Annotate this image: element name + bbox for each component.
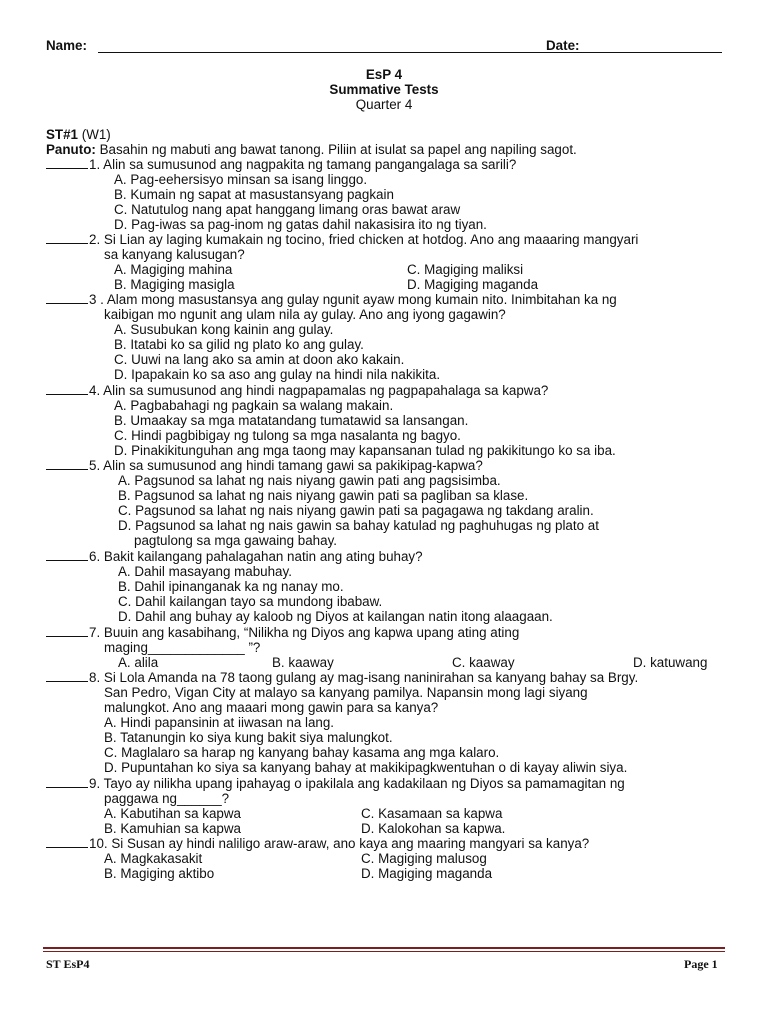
question-8 <box>46 670 638 685</box>
question-text-continued: malungkot. Ano ang maaari mong gawin para sa kanya? <box>104 700 439 715</box>
question-text-continued: paggawa ng______? <box>104 791 230 806</box>
option: B. Tatanungin ko siya kung bakit siya malungkot. <box>104 730 393 745</box>
name-blank-line <box>98 52 592 53</box>
option: C. Kasamaan sa kapwa <box>361 806 503 821</box>
question-text-continued: kaibigan mo ngunit ang ulam nila ay gulay. Ano ang iyong gagawin? <box>104 307 506 322</box>
answer-blank[interactable] <box>46 157 88 169</box>
question-text: Alin sa sumusunod ang nagpakita ng tamang pangangalaga sa sarili? <box>103 157 517 172</box>
option: A. Susubukan kong kainin ang gulay. <box>114 322 334 337</box>
quarter-heading: Quarter 4 <box>355 97 413 112</box>
option: D. katuwang <box>633 655 708 670</box>
option: A. Pagbabahagi ng pagkain sa walang makain. <box>114 398 394 413</box>
answer-blank[interactable] <box>46 670 88 682</box>
option: C. Natutulog nang apat hanggang limang oras bawat araw <box>114 202 461 217</box>
question-text: Buuin ang kasabihang, “Nilikha ng Diyos ang kapwa upang ating ating <box>103 625 520 640</box>
question-text: Bakit kailangang pahalagahan natin ang ating buhay? <box>103 549 423 564</box>
answer-blank[interactable] <box>46 292 88 304</box>
question-5 <box>46 458 483 473</box>
option: A. Magiging mahina <box>114 262 233 277</box>
question-9 <box>46 776 625 791</box>
option: C. Uuwi na lang ako sa amin at doon ako kakain. <box>114 352 405 367</box>
option: C. Dahil kailangan tayo sa mundong ibabaw. <box>118 594 383 609</box>
option-continued: pagtulong sa mga gawaing bahay. <box>134 533 337 548</box>
question-number: 4. <box>89 383 101 398</box>
question-text: Alam mong masustansya ang gulay ngunit ayaw mong kumain nito. Inimbitahan ka ng <box>106 292 617 307</box>
option: D. Magiging maganda <box>361 866 493 881</box>
question-number: 7. <box>89 625 101 640</box>
question-2 <box>46 232 638 247</box>
option: D. Dahil ang buhay ay kaloob ng Diyos at kailangan natin itong alaagaan. <box>118 609 553 624</box>
question-10 <box>46 836 589 851</box>
question-text: Si Susan ay hindi naliligo araw-araw, ano kaya ang maaring mangyari sa kanya? <box>111 836 590 851</box>
test-week: (W1) <box>81 127 111 142</box>
option: D. Pagsunod sa lahat ng nais gawin sa bahay katulad ng paghuhugas ng plato at <box>118 518 599 533</box>
question-7 <box>46 625 519 640</box>
page-title: Summative Tests <box>329 82 439 97</box>
option: B. Kamuhian sa kapwa <box>104 821 241 836</box>
date-blank-line <box>590 52 722 53</box>
option: D. Pag-iwas sa pag-inom ng gatas dahil nakasisira ito ng tiyan. <box>114 217 487 232</box>
question-3 <box>46 292 617 307</box>
question-text: Alin sa sumusunod ang hindi tamang gawi sa pakikipag-kapwa? <box>103 458 483 473</box>
answer-blank[interactable] <box>46 383 88 395</box>
question-4 <box>46 383 548 398</box>
question-number: 1. <box>89 157 101 172</box>
answer-blank[interactable] <box>46 836 88 848</box>
answer-blank[interactable] <box>46 625 88 637</box>
date-label: Date: <box>546 38 580 53</box>
question-number: 5. <box>89 458 101 473</box>
option: C. kaaway <box>452 655 515 670</box>
answer-blank[interactable] <box>46 549 88 561</box>
option: B. Umaakay sa mga matatandang tumatawid sa lansangan. <box>114 413 469 428</box>
subject-heading: EsP 4 <box>365 67 403 82</box>
test-code-row <box>46 127 111 142</box>
footer-rule-thin <box>43 951 725 952</box>
answer-blank[interactable] <box>46 776 88 788</box>
question-number: 3 . <box>89 292 104 307</box>
question-6 <box>46 549 423 564</box>
option: B. Itatabi ko sa gilid ng plato ko ang gulay. <box>114 337 364 352</box>
question-text: Alin sa sumusunod ang hindi nagpapamalas ng pagpapahalaga sa kapwa? <box>103 383 549 398</box>
option: B. Magiging aktibo <box>104 866 215 881</box>
option: A. Pagsunod sa lahat ng nais niyang gawin pati ang pagsisimba. <box>118 473 501 488</box>
question-number: 9. <box>89 776 101 791</box>
question-text: Si Lian ay laging kumakain ng tocino, fried chicken at hotdog. Ano ang maaaring mangyari <box>103 232 639 247</box>
option: C. Pagsunod sa lahat ng nais niyang gawin pati sa pagagawa ng takdang aralin. <box>118 503 594 518</box>
question-text: Si Lola Amanda na 78 taong gulang ay mag-isang naninirahan sa kanyang bahay sa Brgy. <box>103 670 639 685</box>
question-number: 6. <box>89 549 101 564</box>
question-1 <box>46 157 516 172</box>
option: C. Hindi pagbibigay ng tulong sa mga nasalanta ng bagyo. <box>114 428 461 443</box>
option: B. kaaway <box>272 655 334 670</box>
option: A. alila <box>118 655 159 670</box>
option: A. Magkakasakit <box>104 851 203 866</box>
option: D. Kalokohan sa kapwa. <box>361 821 506 836</box>
question-text-continued: maging_____________ ”? <box>104 640 261 655</box>
question-number: 10. <box>89 836 108 851</box>
footer-rule <box>43 947 725 949</box>
option: D. Pinakikitunguhan ang mga taong may kapansanan tulad ng pakikitungo ko sa iba. <box>114 443 616 458</box>
option: A. Dahil masayang mabuhay. <box>118 564 292 579</box>
option: C. Magiging maliksi <box>407 262 524 277</box>
instruction-text: Basahin ng mabuti ang bawat tanong. Piliin at isulat sa papel ang napiling sagot. <box>99 142 577 157</box>
option: B. Kumain ng sapat at masustansyang pagkain <box>114 187 394 202</box>
option: D. Pupuntahan ko siya sa kanyang bahay at makikipagkwentuhan o di kayay aliwin siya. <box>104 760 628 775</box>
option: A. Hindi papansinin at iiwasan na lang. <box>104 715 335 730</box>
question-text-continued: San Pedro, Vigan City at malayo sa kanyang pamilya. Napansin mong lagi siyang <box>104 685 588 700</box>
answer-blank[interactable] <box>46 458 88 470</box>
option: B. Dahil ipinanganak ka ng nanay mo. <box>118 579 344 594</box>
option: A. Pag-eehersisyo minsan sa isang linggo. <box>114 172 368 187</box>
test-code: ST#1 <box>46 127 79 142</box>
answer-blank[interactable] <box>46 232 88 244</box>
name-date-row <box>46 38 722 56</box>
option: C. Maglalaro sa harap ng kanyang bahay kasama ang mga kalaro. <box>104 745 500 760</box>
option: A. Kabutihan sa kapwa <box>104 806 241 821</box>
name-label: Name: <box>46 38 87 53</box>
page-number: Page 1 <box>684 957 718 971</box>
option: B. Pagsunod sa lahat ng nais niyang gawin pati sa pagliban sa klase. <box>118 488 529 503</box>
instruction-row <box>46 142 577 157</box>
instruction-label: Panuto: <box>46 142 96 157</box>
question-number: 2. <box>89 232 101 247</box>
option: D. Ipapakain ko sa aso ang gulay na hindi nila nakikita. <box>114 367 441 382</box>
question-text-continued: sa kanyang kalusugan? <box>104 247 245 262</box>
option: B. Magiging masigla <box>114 277 235 292</box>
question-number: 8. <box>89 670 101 685</box>
option: D. Magiging maganda <box>407 277 539 292</box>
question-text: Tayo ay nilikha upang ipahayag o ipakilala ang kadakilaan ng Diyos sa pamamagitan ng <box>103 776 625 791</box>
option: C. Magiging malusog <box>361 851 487 866</box>
footer-left-label: ST EsP4 <box>46 957 90 971</box>
